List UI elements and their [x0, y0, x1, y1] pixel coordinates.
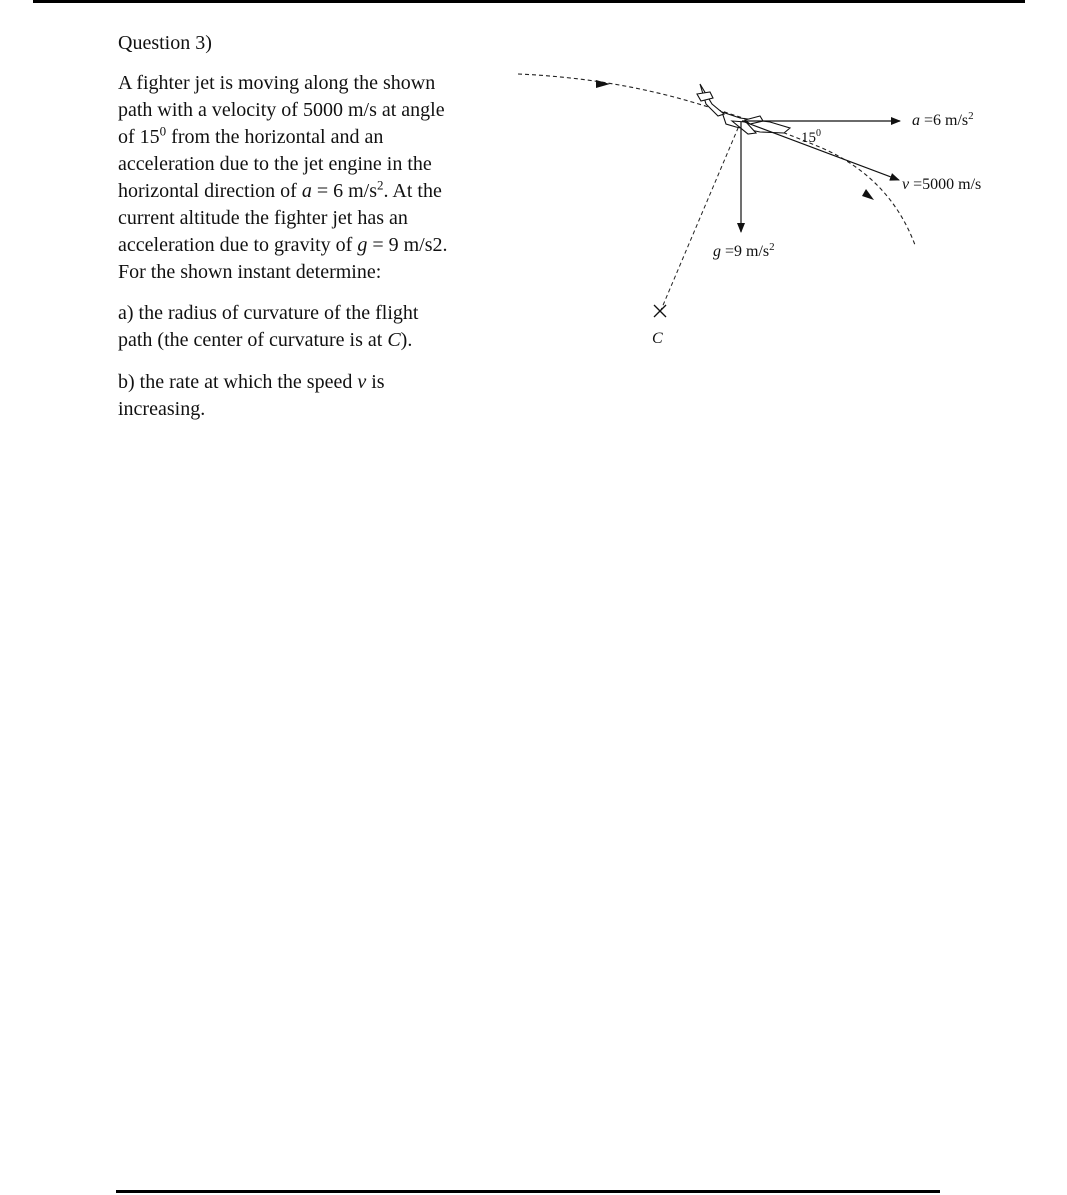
part-a-line-1: a) the radius of curvature of the flight	[118, 302, 419, 324]
var-g: g	[357, 234, 368, 256]
center-label: C	[652, 330, 663, 347]
path-direction-arrow-2	[862, 189, 874, 200]
part-a-line-2-prefix: path (the center of curvature is at	[118, 329, 383, 351]
problem-line-5-end: . At the	[383, 180, 442, 202]
var-v: v	[357, 371, 367, 393]
problem-line-6: current altitude the fighter jet has an	[118, 207, 408, 229]
problem-line-4: acceleration due to the jet engine in the	[118, 153, 432, 175]
question-title: Question 3)	[118, 32, 212, 54]
var-c: C	[387, 329, 401, 351]
var-a: a	[301, 180, 312, 202]
problem-line-1: A fighter jet is moving along the shown	[118, 72, 436, 94]
flight-diagram	[0, 0, 1067, 420]
problem-line-2: path with a velocity of 5000 m/s at angle	[118, 99, 445, 121]
path-direction-arrow	[596, 80, 610, 88]
part-b-line-2: increasing.	[118, 398, 206, 420]
fighter-jet-icon	[697, 84, 790, 134]
flight-path-curve	[518, 74, 915, 245]
angle-degree-sup: 0	[159, 123, 167, 139]
part-b-line-1-prefix: b) the rate at which the speed	[118, 371, 353, 393]
angle-prefix: of 15	[118, 126, 160, 148]
radius-line	[661, 121, 741, 310]
gravity-label: g =9 $m/s^2$	[713, 241, 775, 260]
problem-line-5-text: horizontal direction of	[118, 180, 297, 202]
angle-label: $15^0$	[801, 128, 821, 146]
gravity-value: = 9 m/s2.	[372, 234, 448, 256]
bottom-rule	[116, 1190, 940, 1193]
problem-line-3-text: from the horizontal and an	[171, 126, 384, 148]
part-a-line-2-suffix: ).	[400, 329, 413, 351]
part-b-line-1-suffix: is	[371, 371, 385, 393]
accel-value: = 6 m/s	[316, 180, 378, 202]
center-of-curvature-mark	[654, 305, 666, 317]
accel-sup: 2	[377, 177, 384, 193]
accel-a-label: a =6 $m/s^2$	[912, 110, 974, 129]
problem-line-7-text: acceleration due to gravity of	[118, 234, 353, 256]
velocity-label: v =5000 m/s	[902, 176, 982, 193]
problem-line-8: For the shown instant determine:	[118, 261, 382, 283]
